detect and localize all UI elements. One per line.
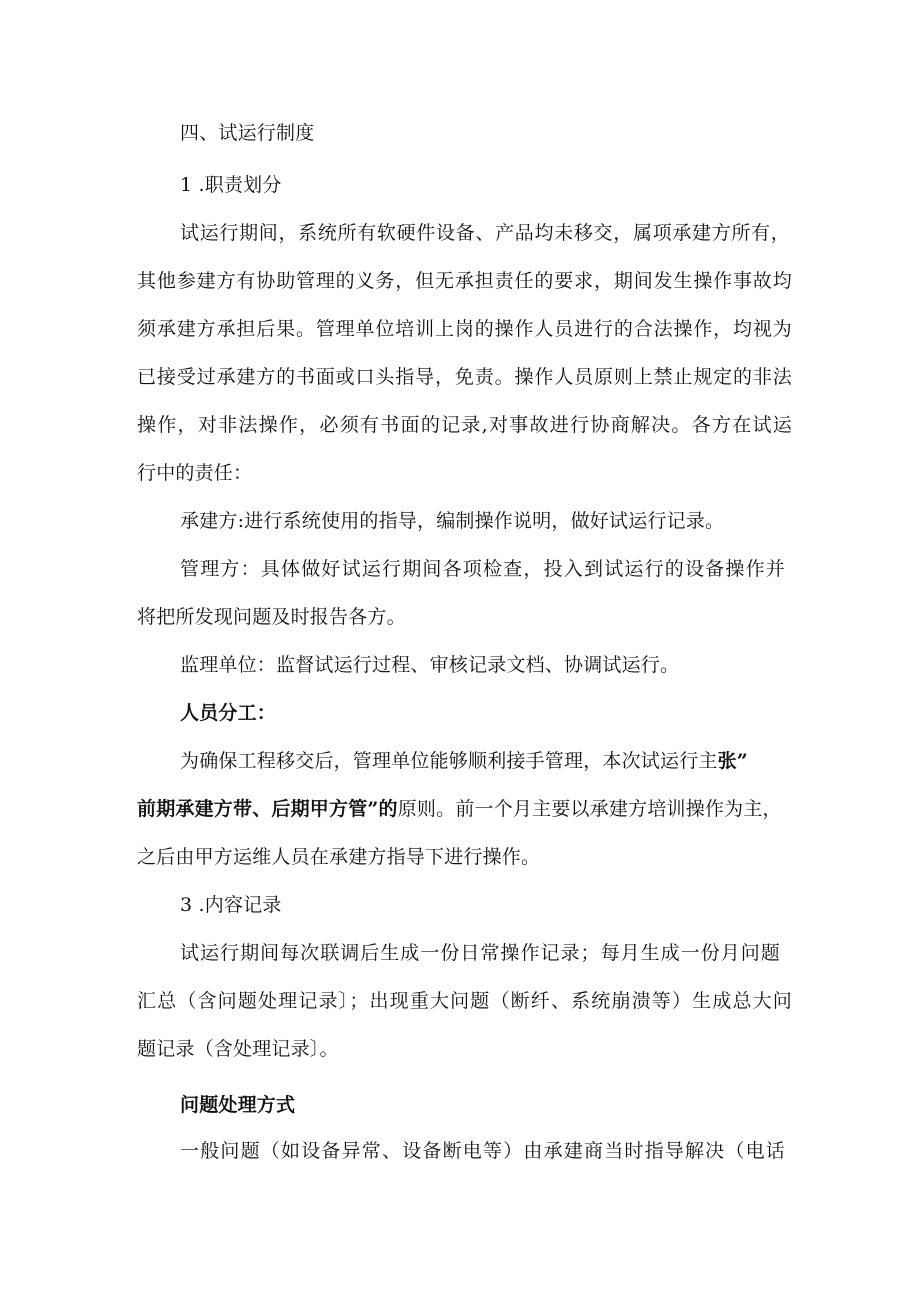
section-title: 四、试运行制度	[180, 122, 315, 144]
para1-line-2: 其他参建方有协助管理的义务，但无承担责任的要求，期间发生操作事故均	[137, 270, 792, 292]
staff-title: 人员分工：	[180, 702, 277, 724]
subsection-title-1: 1 .职责划分	[180, 174, 282, 196]
supervisor-responsibility: 监理单位：监督试运行过程、审核记录文档、协调试运行。	[180, 654, 680, 676]
para1-line-1: 试运行期间，系统所有软硬件设备、产品均未移交，属项承建方所有，	[180, 222, 790, 244]
para1-line-6: 行中的责任：	[137, 462, 253, 484]
manager-line-1: 管理方：具体做好试运行期间各项检查，投入到试运行的设备操作并	[180, 558, 785, 580]
handling-line-1: 一般问题（如设备异常、设备断电等）由承建商当时指导解决（电话	[180, 1140, 785, 1162]
staff-line-3: 之后由甲方运维人员在承建方指导下进行操作。	[137, 846, 541, 868]
handling-title: 问题处理方式	[180, 1094, 296, 1116]
para1-line-5: 操作，对非法操作，必须有书面的记录,对事故进行协商解决。各方在试运	[137, 414, 792, 436]
staff-line-2	[0, 796, 920, 822]
subsection-title-3: 3 .内容记录	[180, 894, 282, 916]
staff-line-1-normal: 为确保工程移交后，管理单位能够顺利接手管理，本次试运行主	[180, 750, 718, 772]
record-line-1: 试运行期间每次联调后生成一份日常操作记录；每月生成一份月问题	[180, 942, 780, 964]
record-line-3: 题记录（含处理记录〕。	[137, 1038, 339, 1060]
staff-line-2-normal: 原则。前一个月主要以承建方培训操作为主，	[397, 798, 782, 820]
staff-line-2-bold: 前期承建方带、后期甲方管”的	[137, 798, 398, 820]
manager-line-2: 将把所发现问题及时报告各方。	[137, 606, 406, 628]
para1-line-3: 须承建方承担后果。管理单位培训上岗的操作人员进行的合法操作，均视为	[137, 318, 792, 340]
para1-line-4: 已接受过承建方的书面或口头指导，免责。操作人员原则上禁止规定的非法	[137, 366, 792, 388]
record-line-2: 汇总（含问题处理记录〕；出现重大问题（断纤、系统崩溃等）生成总大问	[137, 990, 792, 1012]
staff-line-1	[0, 748, 920, 774]
staff-line-1-bold: 张”	[717, 750, 748, 772]
builder-responsibility: 承建方:进行系统使用的指导，编制操作说明，做好试运行记录。	[180, 510, 725, 532]
